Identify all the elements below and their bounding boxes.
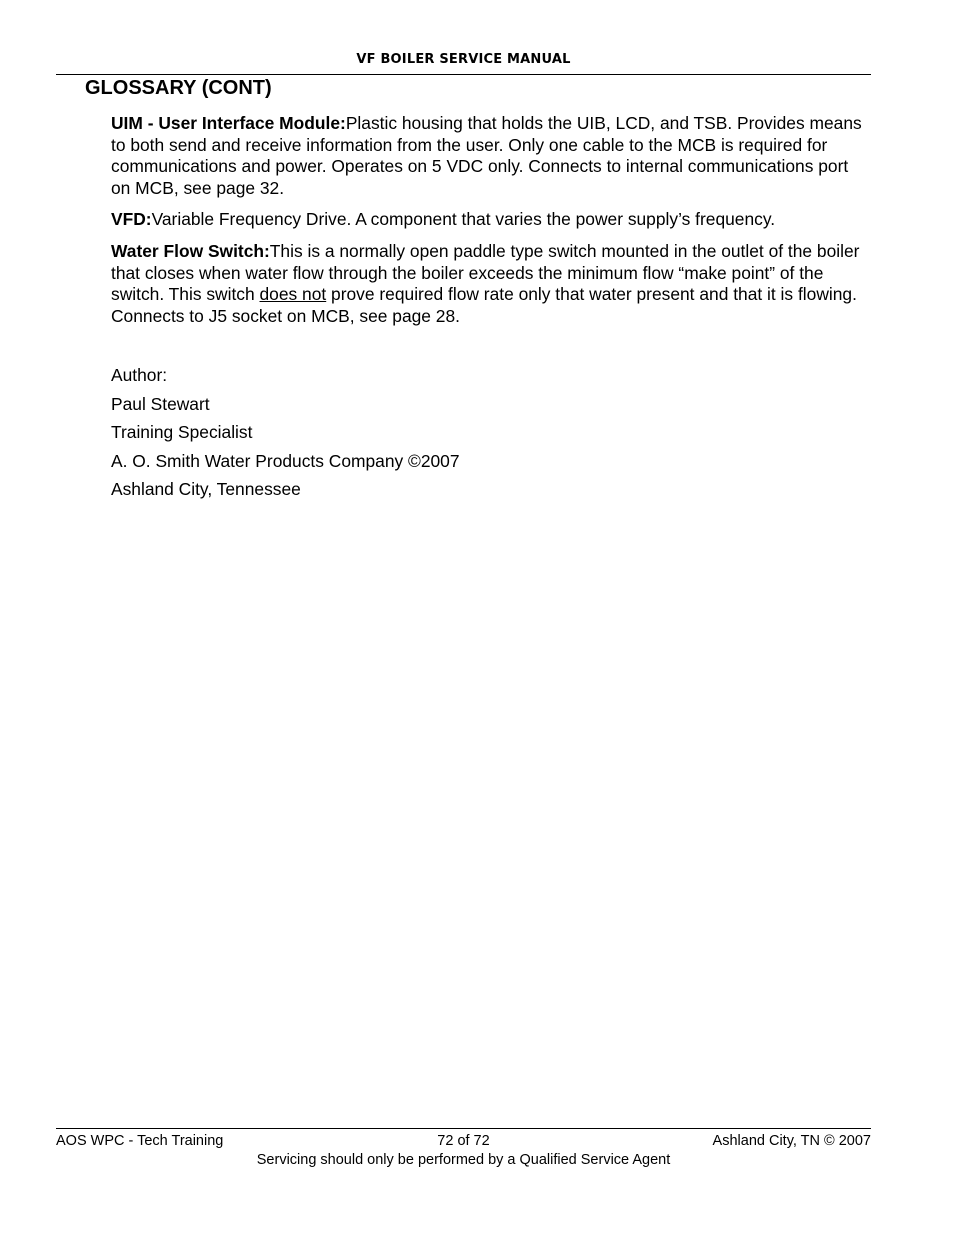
footer-right-text: Ashland City, TN © 2007: [712, 1133, 871, 1149]
author-block: [111, 361, 460, 504]
section-title: GLOSSARY (CONT): [85, 77, 272, 99]
author-company: A. O. Smith Water Products Company ©2007: [111, 450, 460, 471]
footer-row: [56, 1132, 871, 1150]
glossary-definition-cont: prove required flow rate only that water present and that it is flowing. Connects to J5 socket on MCB, see page 28.: [111, 284, 857, 326]
glossary-entry-water-flow-switch: [111, 241, 871, 327]
glossary-emphasis: does not: [259, 284, 327, 305]
glossary-entry-uim: [111, 113, 871, 199]
glossary-definition: Plastic housing that holds the UIB, LCD, and TSB. Provides means to both send and receive information from the user. Only one cable to the MCB is required for communications and power. Operates on 5 VDC only. Connects to internal communications port on MCB, see page 32.: [111, 113, 862, 198]
page-footer: [56, 1132, 871, 1168]
author-name: Paul Stewart: [111, 393, 210, 414]
glossary-term: UIM - User Interface Module:: [111, 113, 346, 133]
footer-note: Servicing should only be performed by a Qualified Service Agent: [256, 1152, 671, 1168]
header-rule: [56, 74, 871, 75]
footer-rule: [56, 1128, 871, 1129]
glossary-entries: [111, 113, 871, 337]
glossary-definition: Variable Frequency Drive. A component that varies the power supply’s frequency.: [151, 209, 776, 230]
glossary-definition: This is a normally open paddle type switch mounted in the outlet of the boiler that closes when water flow through the boiler exceeds the minimum flow “make point” of the switch. This switch: [111, 240, 860, 305]
page-header-title: VF BOILER SERVICE MANUAL: [356, 52, 571, 67]
author-role: Training Specialist: [111, 422, 253, 442]
glossary-entry-vfd: [111, 209, 871, 231]
author-location: Ashland City, Tennessee: [111, 479, 301, 499]
author-label: Author:: [111, 365, 168, 385]
footer-page-number: 72 of 72: [437, 1133, 490, 1149]
glossary-term: VFD:: [111, 209, 152, 230]
glossary-term: Water Flow Switch:: [111, 240, 270, 261]
footer-left-text: AOS WPC - Tech Training: [56, 1133, 224, 1149]
